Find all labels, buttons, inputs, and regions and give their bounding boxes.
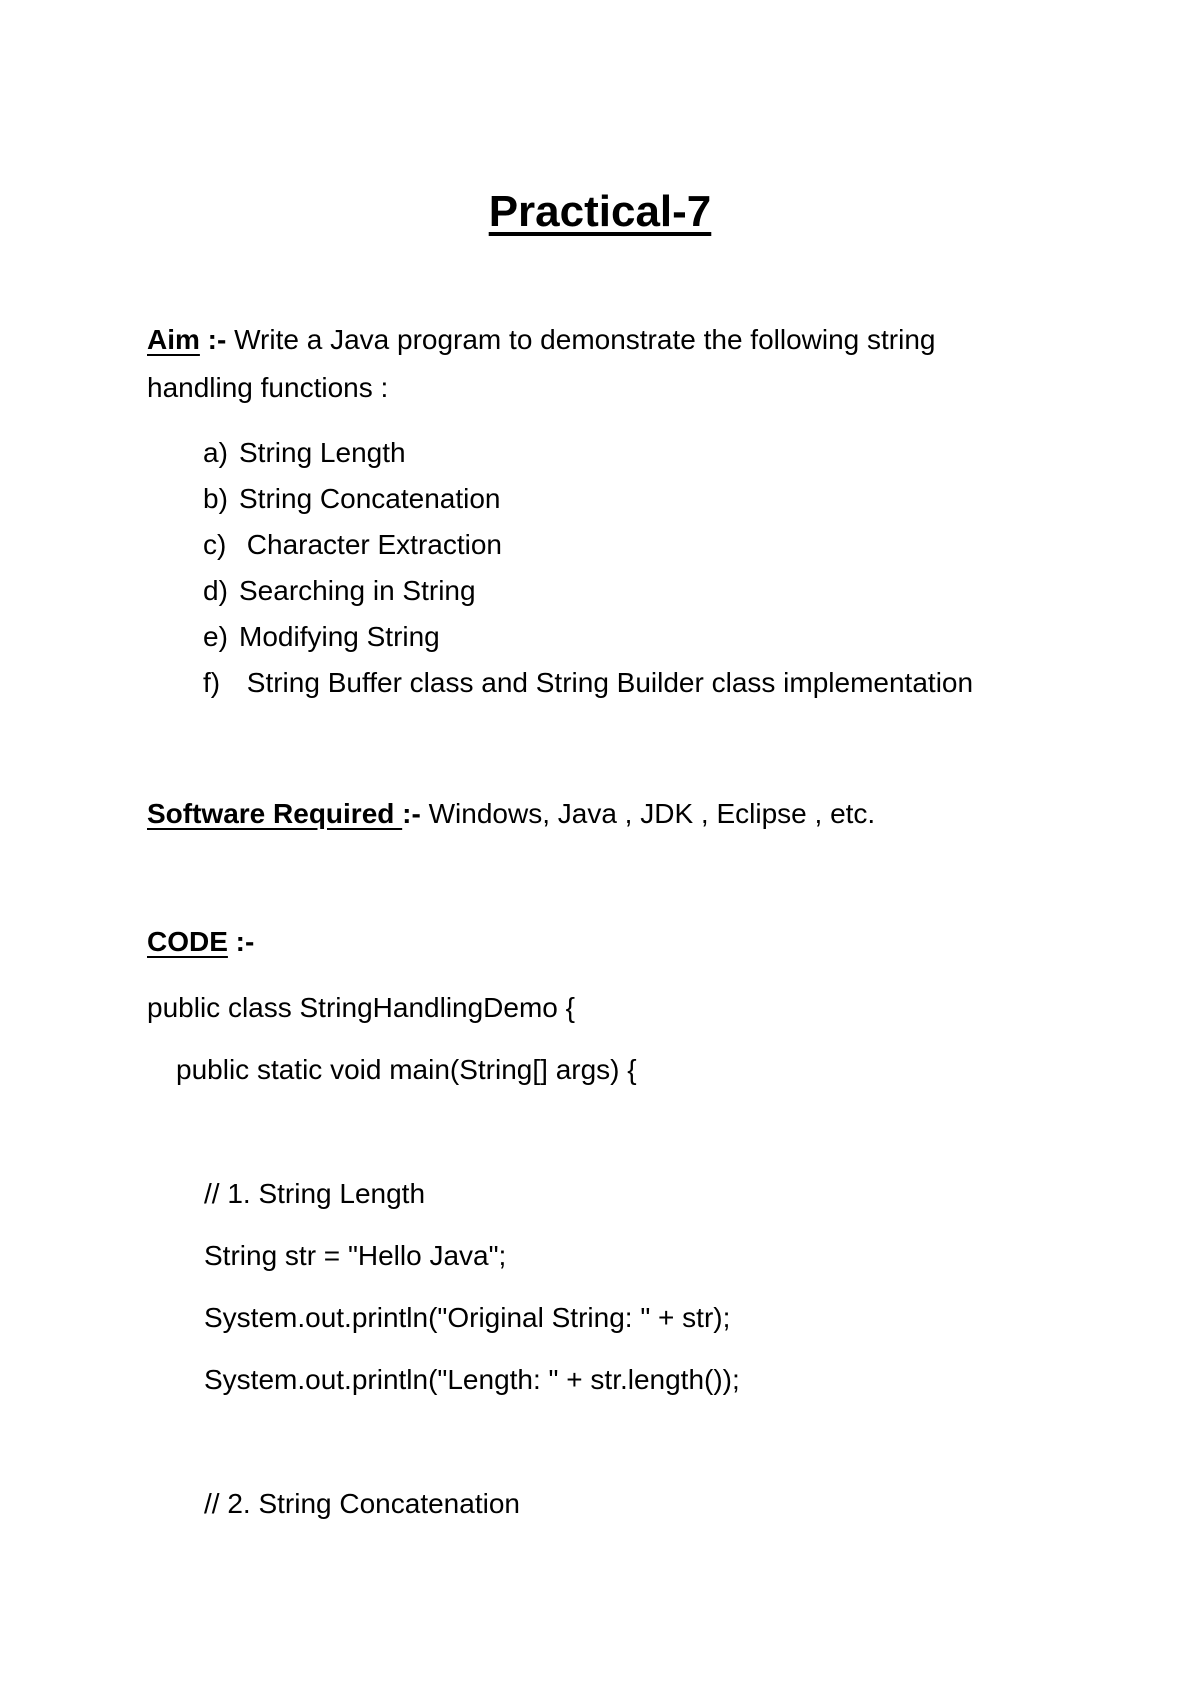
list-item-text: Modifying String xyxy=(239,621,440,652)
software-text: Windows, Java , JDK , Eclipse , etc. xyxy=(420,798,876,829)
software-line xyxy=(147,796,875,832)
list-item xyxy=(203,568,973,614)
aim-text-line1: Write a Java program to demonstrate the following string xyxy=(226,324,936,355)
list-marker: b) xyxy=(203,483,228,514)
code-line: public class StringHandlingDemo { xyxy=(147,992,575,1023)
aim-heading: Aim xyxy=(147,324,200,355)
code-comment: // 1. String Length xyxy=(204,1178,426,1209)
list-item xyxy=(203,430,973,476)
list-item xyxy=(203,660,973,706)
list-item-text: Searching in String xyxy=(239,575,476,606)
page-title: Practical-7 xyxy=(488,187,712,236)
list-marker: a) xyxy=(203,437,228,468)
aim-function-list xyxy=(203,430,973,706)
list-item-text: String Concatenation xyxy=(239,483,501,514)
list-item xyxy=(203,522,973,568)
code-separator: :- xyxy=(227,926,255,957)
code-line: System.out.println("Original String: " + str); xyxy=(204,1302,731,1333)
code-line: public static void main(String[] args) { xyxy=(176,1054,637,1085)
aim-line xyxy=(147,322,936,358)
list-marker: f) xyxy=(203,667,221,698)
code-comment: // 2. String Concatenation xyxy=(204,1488,520,1519)
list-item-text: String Length xyxy=(239,437,406,468)
list-marker: c) xyxy=(203,529,227,560)
software-heading: Software Required xyxy=(147,798,403,829)
list-item-text: Character Extraction xyxy=(239,529,502,560)
code-heading: CODE xyxy=(147,926,228,957)
list-item xyxy=(203,476,973,522)
aim-text-line2: handling functions : xyxy=(147,372,389,403)
code-line: System.out.println("Length: " + str.length()); xyxy=(204,1364,740,1395)
list-marker: d) xyxy=(203,575,228,606)
aim-separator: :- xyxy=(199,324,227,355)
code-line: String str = "Hello Java"; xyxy=(204,1240,507,1271)
code-heading-line xyxy=(147,924,254,960)
list-item xyxy=(203,614,973,660)
list-marker: e) xyxy=(203,621,228,652)
list-item-text: String Buffer class and String Builder class implementation xyxy=(239,667,974,698)
software-separator: :- xyxy=(402,798,421,829)
